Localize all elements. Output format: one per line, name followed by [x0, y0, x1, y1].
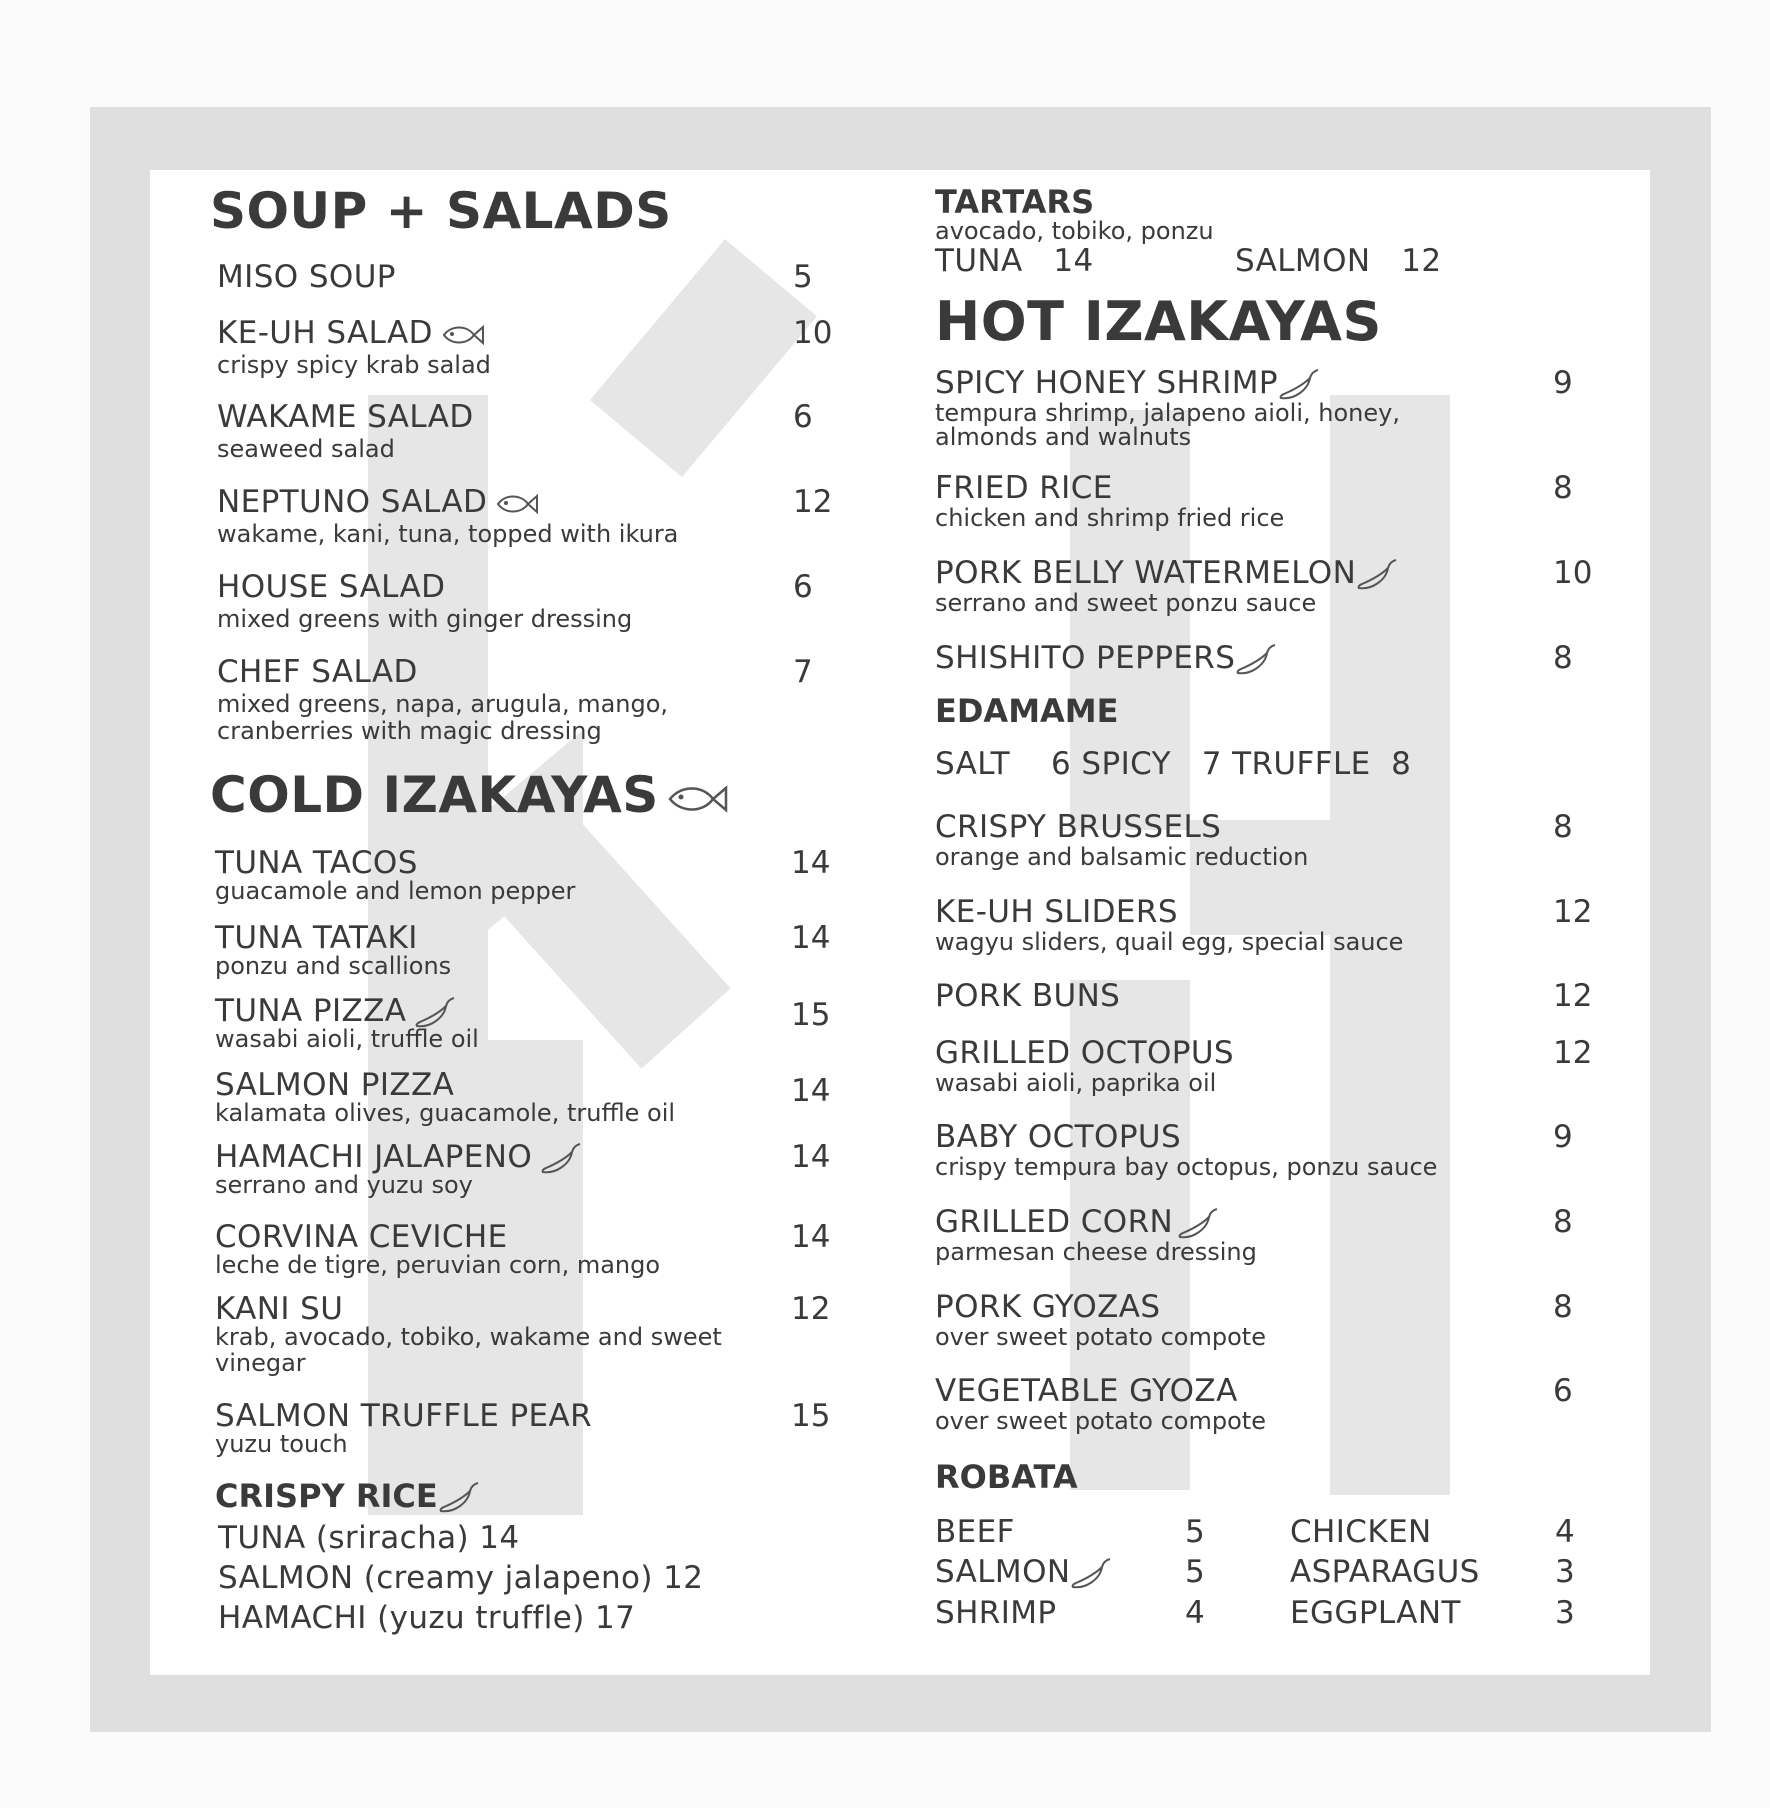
chili-pepper-icon [438, 1481, 480, 1515]
item-price: 12 [1553, 894, 1593, 930]
edamame-options: SALT 6 SPICY 7 TRUFFLE 8 [935, 746, 1412, 782]
edamame-title: EDAMAME [935, 692, 1119, 730]
item-name: CRISPY BRUSSELS [935, 809, 1222, 845]
crispy-rice-option: SALMON (creamy jalapeno) 12 [218, 1560, 704, 1596]
item-price: 7 [793, 654, 813, 690]
item-name: HAMACHI JALAPENO [215, 1140, 582, 1176]
item-price: 12 [791, 1291, 831, 1327]
item-price: 12 [1553, 1035, 1593, 1071]
item-description-line2: almonds and walnuts [935, 423, 1192, 451]
item-name: FRIED RICE [935, 470, 1113, 506]
fish-icon [441, 323, 485, 347]
chili-pepper-icon [1278, 368, 1320, 402]
fish-icon [495, 492, 539, 516]
item-price: 9 [1553, 365, 1573, 401]
item-price: 14 [791, 920, 831, 956]
item-name: TUNA TATAKI [215, 920, 418, 956]
robata-price: 4 [1555, 1514, 1576, 1550]
item-name: GRILLED CORN [935, 1205, 1219, 1241]
item-description: leche de tigre, peruvian corn, mango [215, 1251, 661, 1279]
item-price: 6 [1553, 1373, 1573, 1409]
chili-pepper-icon [540, 1142, 582, 1176]
item-name: PORK BUNS [935, 978, 1121, 1014]
robata-price: 3 [1555, 1554, 1576, 1590]
item-description: over sweet potato compote [935, 1323, 1266, 1351]
robata-item: CHICKEN [1290, 1514, 1432, 1550]
item-description: serrano and yuzu soy [215, 1171, 473, 1199]
fish-icon [667, 782, 729, 816]
item-description: over sweet potato compote [935, 1407, 1266, 1435]
item-price: 8 [1553, 1289, 1573, 1325]
item-description: mixed greens, napa, arugula, mango, [217, 690, 669, 718]
item-price: 12 [793, 484, 833, 520]
crispy-rice-option: TUNA (sriracha) 14 [218, 1520, 520, 1556]
item-name: WAKAME SALAD [217, 399, 474, 435]
item-description: serrano and sweet ponzu sauce [935, 589, 1317, 617]
tartar-salmon: SALMON 12 [1235, 243, 1442, 279]
item-name: KE-UH SLIDERS [935, 894, 1178, 930]
item-price: 15 [791, 997, 831, 1033]
item-price: 10 [1553, 555, 1593, 591]
item-name: NEPTUNO SALAD [217, 485, 539, 519]
item-description: yuzu touch [215, 1430, 348, 1458]
item-name: PORK GYOZAS [935, 1289, 1161, 1325]
robata-item: SHRIMP [935, 1595, 1057, 1631]
item-price: 14 [791, 1219, 831, 1255]
robata-item: EGGPLANT [1290, 1595, 1461, 1631]
item-price: 8 [1553, 809, 1573, 845]
tartars-title: TARTARS [935, 183, 1095, 221]
tartars-description: avocado, tobiko, ponzu [935, 217, 1214, 245]
item-description: wasabi aioli, paprika oil [935, 1069, 1217, 1097]
soup-salads-title: SOUP + SALADS [210, 182, 672, 240]
item-description: kalamata olives, guacamole, truffle oil [215, 1099, 676, 1127]
item-name: PORK BELLY WATERMELON [935, 556, 1398, 592]
item-description: tempura shrimp, jalapeno aioli, honey, [935, 399, 1400, 427]
item-price: 8 [1553, 640, 1573, 676]
robata-price: 5 [1185, 1514, 1206, 1550]
item-description: wakame, kani, tuna, topped with ikura [217, 520, 679, 548]
chili-pepper-icon [1177, 1207, 1219, 1241]
robata-price: 3 [1555, 1595, 1576, 1631]
item-price: 10 [793, 315, 833, 351]
item-price: 15 [791, 1398, 831, 1434]
item-description: crispy spicy krab salad [217, 351, 491, 379]
item-description: orange and balsamic reduction [935, 843, 1309, 871]
item-description-line2: vinegar [215, 1349, 306, 1377]
item-name: KANI SU [215, 1291, 344, 1327]
item-name: MISO SOUP [217, 259, 396, 295]
item-name: SALMON TRUFFLE PEAR [215, 1398, 593, 1434]
chili-pepper-icon [1356, 558, 1398, 592]
item-price: 8 [1553, 470, 1573, 506]
item-price: 14 [791, 845, 831, 881]
robata-item: ASPARAGUS [1290, 1554, 1480, 1590]
item-name: CORVINA CEVICHE [215, 1219, 508, 1255]
robata-item: SALMON [935, 1554, 1112, 1591]
robata-title: ROBATA [935, 1458, 1078, 1496]
item-name: SHISHITO PEPPERS [935, 641, 1277, 677]
item-name: CHEF SALAD [217, 654, 418, 690]
item-price: 8 [1553, 1204, 1573, 1240]
item-name: TUNA TACOS [215, 845, 418, 881]
item-price: 14 [791, 1139, 831, 1175]
item-description: guacamole and lemon pepper [215, 877, 576, 905]
item-description: wasabi aioli, truffle oil [215, 1025, 479, 1053]
item-name: KE-UH SALAD [217, 316, 485, 350]
item-description: parmesan cheese dressing [935, 1238, 1257, 1266]
item-description: ponzu and scallions [215, 952, 452, 980]
hot-izakayas-title: HOT IZAKAYAS [935, 290, 1382, 353]
item-name: SALMON PIZZA [215, 1067, 455, 1103]
chili-pepper-icon [1235, 643, 1277, 677]
crispy-rice-option: HAMACHI (yuzu truffle) 17 [218, 1600, 636, 1636]
item-name: HOUSE SALAD [217, 569, 446, 605]
item-price: 5 [793, 259, 813, 295]
item-description: wagyu sliders, quail egg, special sauce [935, 928, 1404, 956]
robata-item: BEEF [935, 1514, 1015, 1550]
item-price: 6 [793, 399, 813, 435]
robata-price: 5 [1185, 1554, 1206, 1590]
item-name: VEGETABLE GYOZA [935, 1373, 1238, 1409]
item-description-line2: cranberries with magic dressing [217, 717, 602, 745]
item-name: GRILLED OCTOPUS [935, 1035, 1235, 1071]
item-name: BABY OCTOPUS [935, 1119, 1182, 1155]
item-description: crispy tempura bay octopus, ponzu sauce [935, 1153, 1438, 1181]
item-description: chicken and shrimp fried rice [935, 504, 1285, 532]
item-price: 12 [1553, 978, 1593, 1014]
item-description: mixed greens with ginger dressing [217, 605, 633, 633]
item-name: TUNA PIZZA [215, 994, 456, 1030]
item-price: 14 [791, 1073, 831, 1109]
crispy-rice-title: CRISPY RICE [215, 1478, 480, 1515]
item-name: SPICY HONEY SHRIMP [935, 366, 1320, 402]
chili-pepper-icon [1070, 1557, 1112, 1591]
item-description: seaweed salad [217, 435, 395, 463]
tartar-tuna: TUNA 14 [935, 243, 1094, 279]
menu-panel [150, 170, 1650, 1675]
cold-izakayas-title: COLD IZAKAYAS [210, 767, 729, 823]
item-description: krab, avocado, tobiko, wakame and sweet [215, 1323, 722, 1351]
robata-price: 4 [1185, 1595, 1206, 1631]
item-price: 6 [793, 569, 813, 605]
item-price: 9 [1553, 1119, 1573, 1155]
